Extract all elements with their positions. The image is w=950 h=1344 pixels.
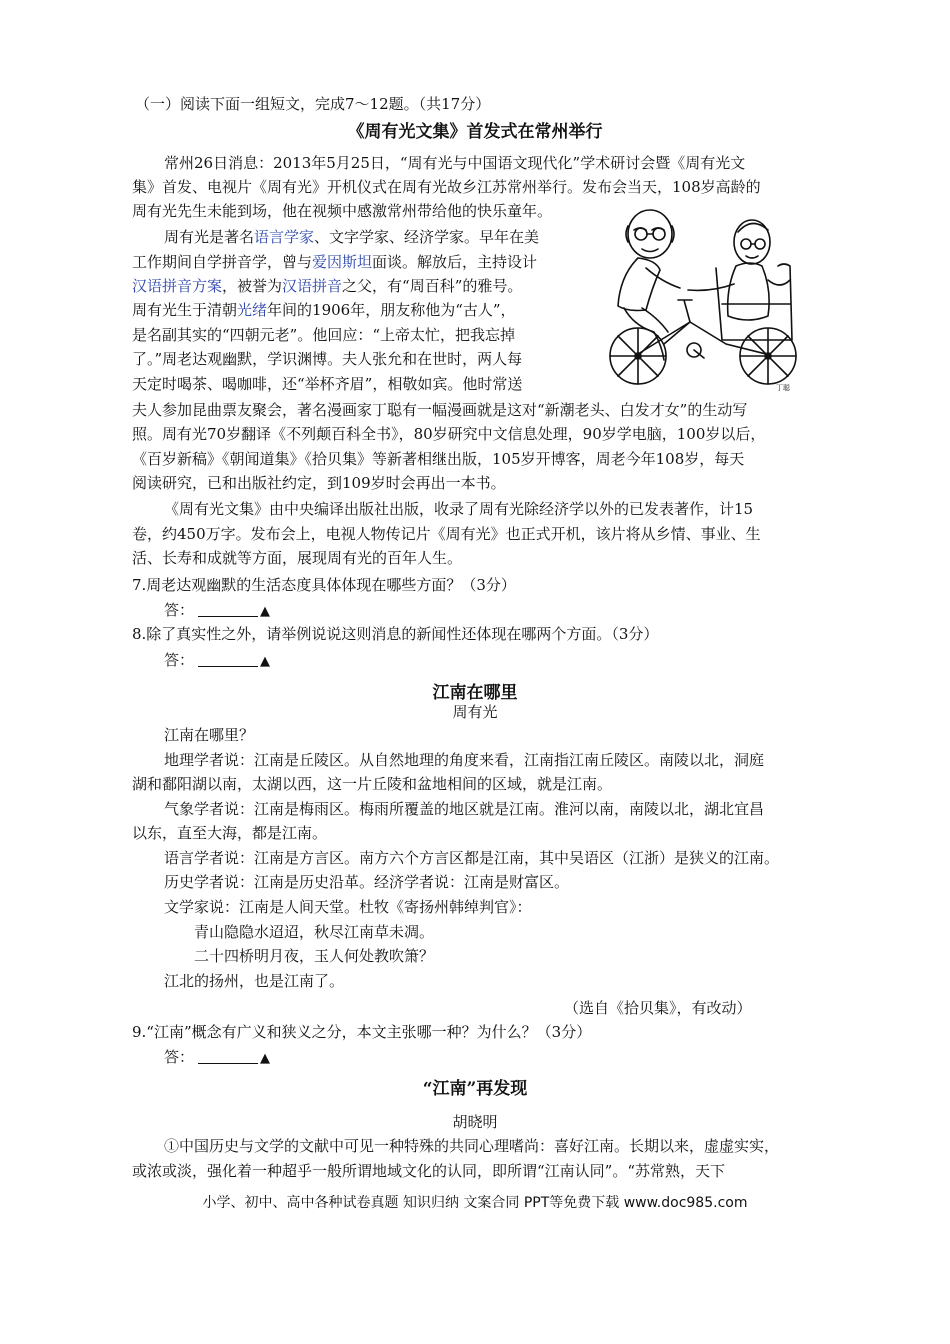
article1-p1-line2: 集》首发、电视片《周有光》开机仪式在周有光故乡江苏常州举行。发布会当天，108岁高龄的 [132, 178, 761, 196]
article1-p3-line3: 活、长寿和成就等方面，展现周有光的百年人生。 [132, 549, 463, 567]
article1-p2-line8: 夫人参加昆曲票友聚会，著名漫画家丁聪有一幅漫画就是这对“新潮老头、白发才女”的生动写 [132, 401, 748, 419]
question-9: 9.“江南”概念有广义和狭义之分，本文主张哪一种？为什么？（3分） [132, 1023, 592, 1041]
article2-author: 周有光 [452, 703, 498, 721]
article2-line3: 湖和鄱阳湖以南，太湖以西，这一片丘陵和盆地相间的区域，就是江南。 [132, 775, 613, 793]
article1-p2-line6: 了。”周老达观幽默，学识渊博。夫人张允和在世时，两人每 [132, 350, 523, 368]
article2-line6: 语言学者说：江南是方言区。南方六个方言区都是江南，其中吴语区（江浙）是狭义的江南。 [164, 849, 780, 867]
answer-8-blank[interactable] [198, 652, 258, 667]
cartoon-signature: 丁聪 [776, 384, 790, 392]
article1-p2-line3 [132, 274, 522, 298]
article2-line4: 气象学者说：江南是梅雨区。梅雨所覆盖的地区就是江南。淮河以南，南陵以北，湖北宜昌 [164, 800, 765, 818]
article2-line5: 以东，直至大海，都是江南。 [132, 824, 328, 842]
article1-p2-line4 [132, 298, 516, 322]
answer-label: 答： [164, 601, 195, 619]
text-segment: 、文字学家、经济学家。早年在美 [314, 228, 540, 246]
answer-7-blank[interactable] [198, 602, 258, 617]
article3-p1-line1: ①中国历史与文学的文献中可见一种特殊的共同心理嗜尚：喜好江南。长期以来，虚虚实实， [164, 1137, 780, 1155]
triangle-mark: ▲ [260, 604, 271, 619]
article2-line2: 地理学者说：江南是丘陵区。从自然地理的角度来看，江南指江南丘陵区。南陵以北，洞庭 [164, 751, 765, 769]
article3-title: “江南”再发现 [422, 1079, 528, 1099]
page-footer: 小学、初中、高中各种试卷真题 知识归纳 文案合同 PPT等免费下载 www.doc985.com [202, 1195, 748, 1211]
text-segment: 面谈。解放后，主持设计 [372, 253, 538, 271]
text-segment: 之父，有“周百科”的雅号。 [342, 277, 523, 295]
article3-p1-line2: 或浓或淡，强化着一种超乎一般所谓地域文化的认同，即所谓“江南认同”。“苏常熟，天下 [132, 1162, 726, 1180]
link-pinyin[interactable]: 汉语拼音 [282, 277, 343, 295]
answer-9-blank[interactable] [198, 1049, 258, 1064]
text-segment: 周有光是著名 [164, 228, 255, 246]
answer-label: 答： [164, 1048, 195, 1066]
question-8: 8.除了真实性之外，请举例说说这则消息的新闻性还体现在哪两个方面。（3分） [132, 625, 659, 643]
text-segment: 工作期间自学拼音学，曾与 [132, 253, 313, 271]
link-pinyin-scheme[interactable]: 汉语拼音方案 [132, 277, 223, 295]
answer-7 [164, 598, 270, 624]
section-header: （一）阅读下面一组短文，完成7～12题。（共17分） [135, 95, 491, 113]
link-einstein[interactable]: 爱因斯坦 [312, 253, 373, 271]
article2-poem-line2: 二十四桥明月夜，玉人何处教吹箫？ [194, 947, 435, 965]
link-guangxu[interactable]: 光绪 [237, 301, 268, 319]
article1-title: 《周有光文集》首发式在常州举行 [347, 122, 603, 142]
article1-p2-line2 [132, 250, 537, 274]
article2-source: （选自《拾贝集》，有改动） [564, 999, 752, 1017]
answer-8 [164, 648, 270, 674]
article2-line7: 历史学者说：江南是历史沿革。经济学者说：江南是财富区。 [164, 873, 570, 891]
article1-p1-line1: 常州26日消息：2013年5月25日，“周有光与中国语文现代化”学术研讨会暨《周有光文 [164, 154, 746, 172]
article1-p2-line1 [164, 225, 539, 249]
article1-p2-line11: 阅读研究，已和出版社约定，到109岁时会再出一本书。 [132, 474, 506, 492]
text-segment: ，被誉为 [222, 277, 283, 295]
triangle-mark: ▲ [260, 1051, 271, 1066]
article1-p1-line3: 周有光先生未能到场，他在视频中感激常州带给他的快乐童年。 [132, 202, 553, 220]
article2-line11: 江北的扬州，也是江南了。 [164, 972, 345, 990]
cartoon-illustration [598, 204, 808, 396]
article1-p2-line10: 《百岁新稿》《朝闻道集》《拾贝集》等新著相继出版，105岁开博客，周老今年108岁，每天 [132, 450, 745, 468]
answer-9 [164, 1045, 270, 1071]
triangle-mark: ▲ [260, 654, 271, 669]
article2-title: 江南在哪里 [432, 683, 518, 703]
question-7: 7.周老达观幽默的生活态度具体体现在哪些方面？（3分） [132, 576, 516, 594]
article1-p2-line5: 是名副其实的“四朝元老”。他回应：“上帝太忙，把我忘掉 [132, 326, 516, 344]
text-segment: 周有光生于清朝 [132, 301, 238, 319]
article2-line1: 江南在哪里？ [164, 726, 255, 744]
article3-author: 胡晓明 [452, 1113, 498, 1131]
text-segment: 年间的1906年，朋友称他为“古人”， [267, 301, 516, 319]
article1-p2-line7: 天定时喝茶、喝咖啡，还“举杯齐眉”，相敬如宾。他时常送 [132, 375, 523, 393]
article2-line8: 文学家说：江南是人间天堂。杜牧《寄扬州韩绰判官》： [164, 898, 532, 916]
link-linguist[interactable]: 语言学家 [254, 228, 315, 246]
article1-p3-line1: 《周有光文集》由中央编译出版社出版，收录了周有光除经济学以外的已发表著作，计15 [164, 500, 754, 518]
article1-p3-line2: 卷，约450万字。发布会上，电视人物传记片《周有光》也正式开机，该片将从乡情、事业、生 [132, 525, 761, 543]
answer-label: 答： [164, 651, 195, 669]
article2-poem-line1: 青山隐隐水迢迢，秋尽江南草未凋。 [194, 923, 435, 941]
article1-p2-line9: 照。周有光70岁翻译《不列颠百科全书》，80岁研究中文信息处理，90岁学电脑，100岁以后， [132, 425, 766, 443]
